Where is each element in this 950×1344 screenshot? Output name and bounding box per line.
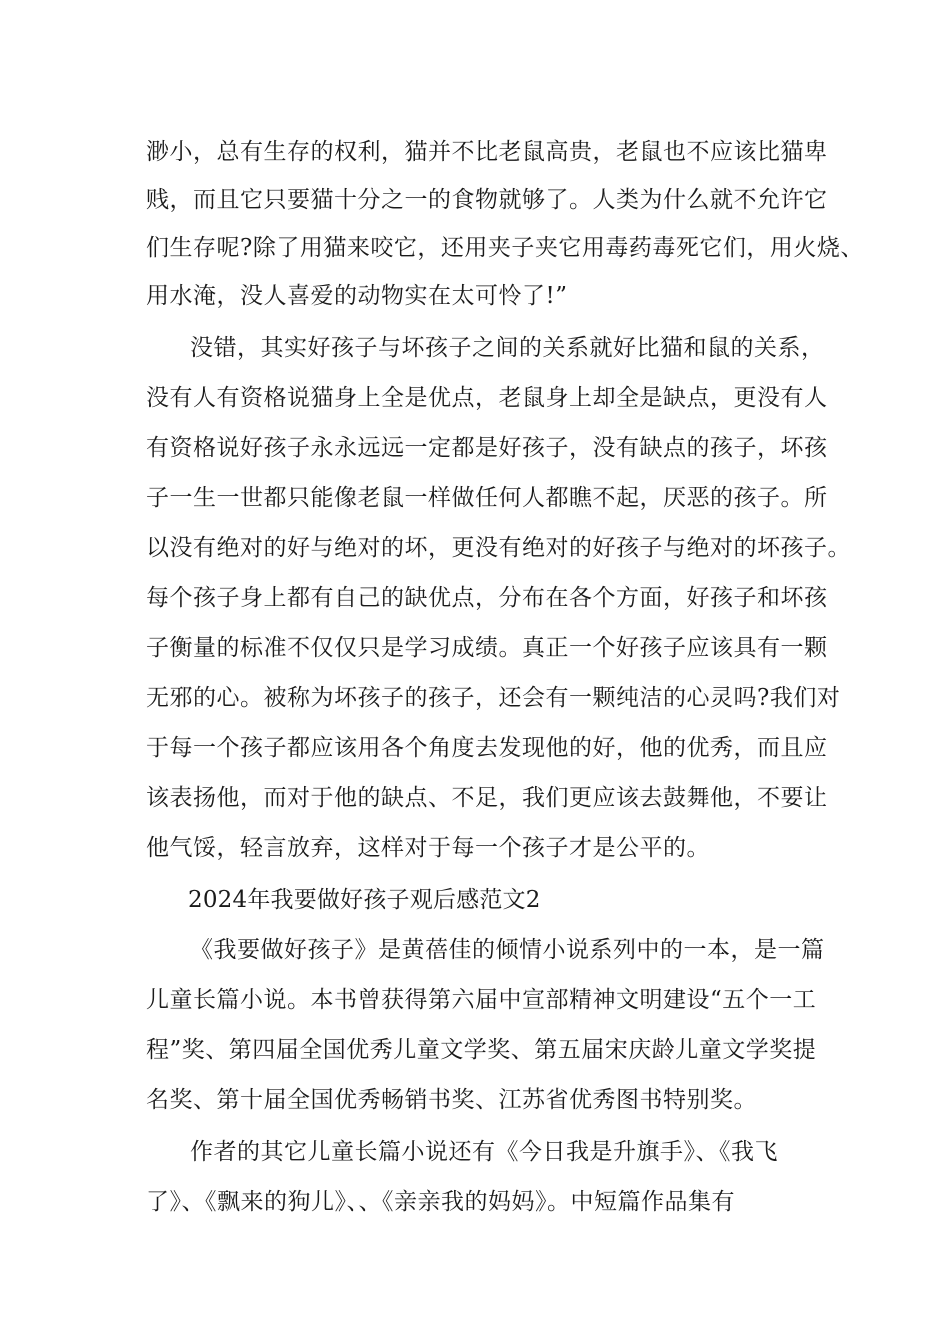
text-line: 儿童长篇小说。本书曾获得第六届中宣部精神文明建设“五个一工 (146, 987, 817, 1013)
text-line: 有资格说好孩子永永远远一定都是好孩子，没有缺点的孩子，坏孩 (146, 435, 828, 461)
text-line: 子衡量的标准不仅仅只是学习成绩。真正一个好孩子应该具有一颗 (146, 635, 828, 661)
text-line: 贱，而且它只要猫十分之一的食物就够了。人类为什么就不允许它 (146, 187, 828, 213)
text-line: 名奖、第十届全国优秀畅销书奖、江苏省优秀图书特别奖。 (146, 1087, 757, 1113)
text-line: 程”奖、第四届全国优秀儿童文学奖、第五届宋庆龄儿童文学奖提 (146, 1037, 817, 1063)
text-line: 渺小，总有生存的权利，猫并不比老鼠高贵，老鼠也不应该比猫卑 (146, 139, 828, 165)
text-line: 没有人有资格说猫身上全是优点，老鼠身上却全是缺点，更没有人 (146, 385, 828, 411)
text-line: 子一生一世都只能像老鼠一样做任何人都瞧不起，厌恶的孩子。所 (146, 485, 828, 511)
text-line: 没错，其实好孩子与坏孩子之间的关系就好比猫和鼠的关系， (190, 335, 825, 361)
text-line: 他气馁，轻言放弃，这样对于每一个孩子才是公平的。 (146, 835, 710, 861)
text-line: 了》、《飘来的狗儿》、、《亲亲我的妈妈》。中短篇作品集有 (146, 1189, 735, 1215)
section-heading: 2024年我要做好孩子观后感范文2 (188, 887, 541, 913)
text-line: 于每一个孩子都应该用各个角度去发现他的好，他的优秀，而且应 (146, 735, 828, 761)
text-line: 以没有绝对的好与绝对的坏，更没有绝对的好孩子与绝对的坏孩子。 (146, 535, 851, 561)
text-line: 无邪的心。被称为坏孩子的孩子，还会有一颗纯洁的心灵吗?我们对 (146, 685, 841, 711)
text-line: 作者的其它儿童长篇小说还有《今日我是升旗手》、《我飞 (190, 1139, 778, 1165)
text-line: 《我要做好孩子》是黄蓓佳的倾情小说系列中的一本，是一篇 (190, 937, 825, 963)
text-line: 们生存呢?除了用猫来咬它，还用夹子夹它用毒药毒死它们，用火烧、 (146, 235, 864, 261)
text-line: 该表扬他，而对于他的缺点、不足，我们更应该去鼓舞他，不要让 (146, 785, 828, 811)
text-line: 用水淹，没人喜爱的动物实在太可怜了!” (146, 283, 568, 309)
text-line: 每个孩子身上都有自己的缺优点，分布在各个方面，好孩子和坏孩 (146, 585, 828, 611)
